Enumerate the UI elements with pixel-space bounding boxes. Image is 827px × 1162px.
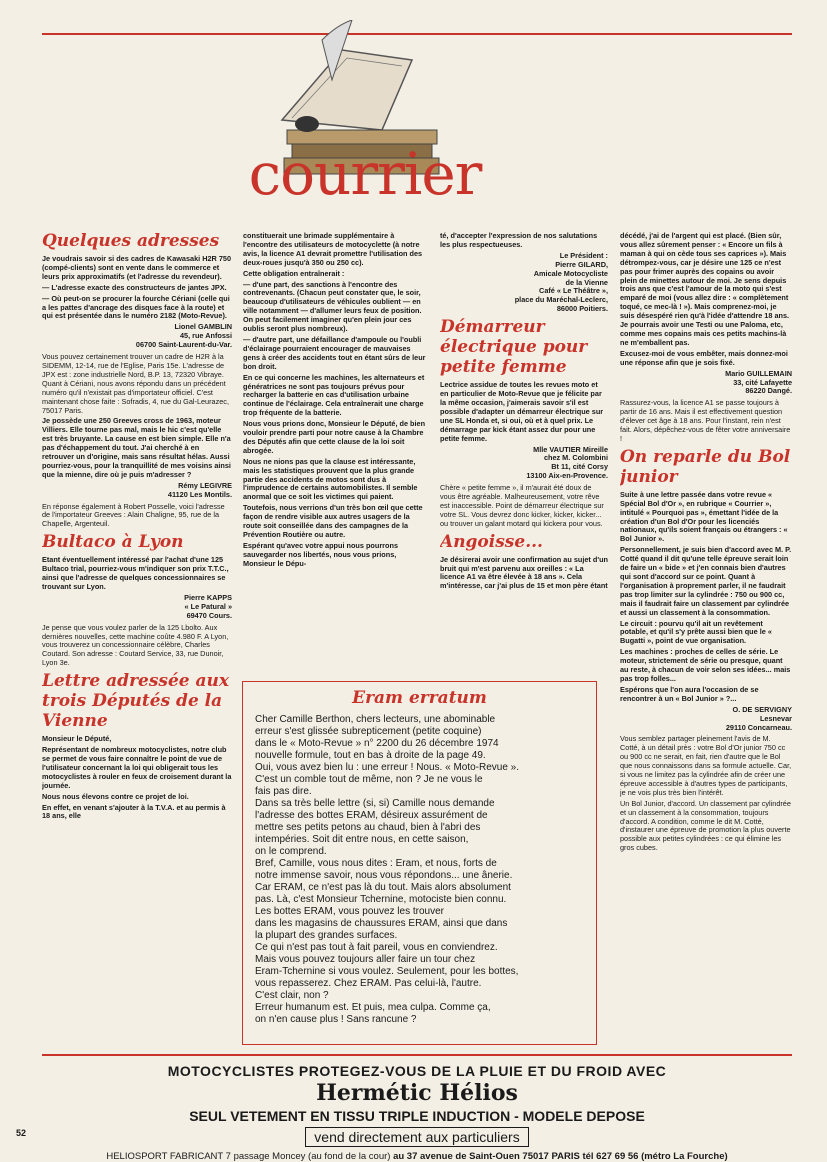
signature-line: 86000 Poitiers. [556,304,608,314]
letter-paragraph: Toutefois, nous verrions d'un très bon œil que cette façon de rendre visible aux autres usagers de la route soit conseillée dans des campagnes de la Prévention Routière ou autre. [243,503,423,539]
heading-quelques-adresses: Quelques adresses [42,231,220,251]
letter-paragraph: Je désirerai avoir une confirmation au sujet d'un bruit qui m'est parvenu aux oreilles : « La licence A1 va être élevée à 18 ans ». Cela m'intéresse, car j'ai plus de 15 et mon père étant [440,554,608,591]
heading-lettre-deputes: Lettre adressée aux trois Députés de la Vienne [42,671,230,732]
eram-line: Car ERAM, ce n'est pas là du tout. Mais alors absolument [255,882,511,893]
letter-paragraph: Je possède une 250 Greeves cross de 1963, moteur Villiers. Elle tourne pas mal, mais le hic c'est qu'elle est très bruyante. La cause en est bien simple. Elle n'a pas d'échappement du tout. J'ai cherché à en retrouver un d'origine, mais sans résultat hélas. Aussi pourriez-vous, pour la tranquillité de mes voisins ainsi que la mienne, dire où je puis m'adresser ? [42,416,231,479]
signature-line: place du Maréchal-Leclerc, [514,295,608,305]
column-1 [42,228,232,1053]
letter-paragraph: Cette obligation entraînerait : [243,268,345,278]
eram-line: C'est un comble tout de même, non ? Je ne vous le [255,774,483,785]
letter-paragraph: constituerait une brimade supplémentaire à l'encontre des utilisateurs de motocyclette (à notre avis, la licence A1 devrait promettre l'utilisation des deux-roues jusqu'à 350 ou 250 cc). [243,232,423,267]
letter-paragraph: Je voudrais savoir si des cadres de Kawasaki H2R 750 (compé-clients) sont en vente dans le commerce et leurs prix approximatifs (et l'adresse du revendeur). [42,254,232,281]
eram-line: C'est clair, non ? [255,990,329,1001]
eram-line: Dans sa très belle lettre (si, si) Camille nous demande [255,798,495,809]
column-4 [620,232,792,1052]
reply-paragraph: Rassurez-vous, la licence A1 se passe toujours à partir de 16 ans. Mais il est effectivement question d'élever cet âge à 18 ans. Pour l'instant, rein n'est fait. Alors, dépêchez-vous de fêter votre anniversaire ! [620,398,791,443]
signature-line: Lesnevar [759,713,792,723]
signature-line: Pierre GILARD, [555,259,608,269]
signature-line: de la Vienne [565,277,608,287]
signature-line: chez M. Colombini [543,453,608,463]
eram-line: notre immense savoir, nous vous répondons... une ânerie. [255,870,513,881]
signature-line: 29110 Concarneau. [725,722,792,732]
eram-line: Ce qui n'est pas tout à fait pareil, vous en conviendrez. [255,942,498,953]
ad-address-a: HELIOSPORT FABRICANT 7 passage Moncey (au fond de la cour) [106,1151,391,1162]
letter-paragraph: Nous vous prions donc, Monsieur le Député, de bien vouloir prendre parti pour notre cause à la Chambre des Députés afin que cette clause de la loi soit abrogée. [243,419,426,455]
ad-brand: Hermétic Hélios [316,1080,518,1106]
reply-paragraph: Un Bol Junior, d'accord. Un classement par cylindrée et un classement à la consommation, toujours d'accord. A condition, comme le dit M. Cotté, d'instaurer une épreuve de promotion la plus ouverte possible aux petites cylindrées : ce qui élimine les gros cubes. [620,798,791,853]
signature-line: Mario GUILLEMAIN [725,368,792,378]
eram-line: Les bottes ERAM, vous pouvez les trouver [255,906,444,917]
letter-paragraph: Lectrice assidue de toutes les revues moto et en particulier de Moto-Revue que je félicite par la même occasion, j'aimerais savoir s'il est possible d'adapter un démarreur électrique sur une SL Honda et, si oui, où et à quel prix. Le démarrage par kick étant assez dur pour une petite femme. [440,380,604,443]
column-2 [243,232,428,672]
signature-line: O. DE SERVIGNY [732,704,792,714]
letter-paragraph: — d'une part, des sanctions à l'encontre des contrevenants. (Chacun peut constater que, le soir, beaucoup d'utilisateurs de véhicules oublient — en ville notamment — d'allumer leurs feux de position. On peut facilement imaginer qu'en plein jour ces oublis seront plus nombreux). [243,279,422,334]
eram-line: Erreur humanum est. Et puis, mea culpa. Comme ça, [255,1002,491,1013]
signature-line: 13100 Aix-en-Provence. [526,471,608,481]
eram-line: dans le « Moto-Revue » n° 2200 du 26 décembre 1974 [255,738,499,749]
eram-line: mettre ses petits petons au chaud, bien à l'abri des [255,822,481,833]
signature-line: 86220 Dangé. [745,386,792,396]
eram-line: pas. Là, c'est Monsieur Tchernine, motociste bien connu. [255,894,507,905]
eram-line: Mais vous pouvez toujours aller faire un tour chez [255,954,476,965]
letter-paragraph: — Où peut-on se procurer la fourche Cériani (celle qui a les pattes d'ancrage des disques face à la route) et qui est présentée dans le numéro 2182 (Moto-Revue). [42,293,230,321]
heading-bultaco-lyon: Bultaco à Lyon [42,532,184,553]
eram-line: fais pas dire. [255,786,312,797]
reply-paragraph: Chère « petite femme », il m'aurait été doux de vous être agréable. Malheureusement, votre rêve est inaccessible. Point de démarreur électrique sur votre SL. Vous devrez donc kicker, kicker, kicker... ou trouver un galant motard qui kickera pour vous. [440,483,604,528]
signature-line: 06700 Saint-Laurent-du-Var. [135,340,232,350]
reply-paragraph: En réponse également à Robert Posselle, voici l'adresse de l'importateur Greeves : Alain Chaligne, 95, rue de la Chapelle, Argenteuil. [42,501,225,529]
reply-paragraph: Vous pouvez certainement trouver un cadre de H2R à la SIDEMM, 12-14, rue de l'Eglise, Paris 15e. L'adresse de JPX est : zone industrielle Nord, B.P. 13, 72320 Vibraye. Quant à Cériani, nous avons répondu dans un précédent numéro qu'il n'existait pas d'importateur officiel. C'est maintenant chose faite : Sofradis, 4, rue du Gal-Leurazec, 75017 Paris. [42,352,229,415]
letter-paragraph: Excusez-moi de vous embêter, mais donnez-moi une réponse afin que je sois fixé. [620,348,788,367]
signature-line: 69470 Cours. [186,610,232,620]
masthead-title: courrier [248,140,482,208]
eram-line: Eram-Tchernine si vous voulez. Seulement, pour les bottes, [255,966,519,977]
eram-line: vous repasserez. Chez ERAM. Pas celui-là, l'autre. [255,978,482,989]
signature-line: Le Président : [559,250,608,260]
eram-line: on n'en cause plus ! Sans rancune ? [255,1014,417,1025]
signature-line: 45, rue Anfossi [179,331,232,341]
letter-paragraph: Personnellement, je suis bien d'accord avec M. P. Cotté quand il dit qu'une telle épreuve serait loin de faire un « bide » et j'en connais bien d'autres qui sont d'accord sur ce point. Quant à l'organisation à proprement parler, il ne faudrait pas trop limiter sur la cylindrée : 750 ou 900 cc, mais il faudrait faire un classement par cylindrée et aussi un classement à la consommation. [620,545,792,617]
heading-angoisse: Angoisse... [440,531,543,552]
letter-paragraph: Représentant de nombreux motocyclistes, notre club se permet de vous faire connaître le point de vue de l'utilisateur concernant la loi qui obligerait tous les motocyclistes à rouler en feux de croisement durant la journée. [42,745,232,790]
ad-address [42,1151,792,1162]
ad-headline: MOTOCYCLISTES PROTEGEZ-VOUS DE LA PLUIE ET DU FROID AVEC [167,1063,667,1079]
eram-title: Eram erratum [352,688,487,708]
eram-line: dans les magasins de chaussures ERAM, ainsi que dans [255,918,508,929]
signature-line: Mlle VAUTIER Mireille [533,444,608,454]
eram-line: intempéries. Soit dit entre nous, en cette saison, [255,834,469,845]
eram-line: la plupart des grandes surfaces. [255,930,398,941]
letter-paragraph: Suite à une lettre passée dans votre revue « Spécial Bol d'Or », en rubrique « Courrier », intitulé « Pourquoi pas », émettant l'idée de la création d'un Bol d'Or pour les licenciés nationaux, qu'ils soient français ou étrangers : « Bol Junior ». [620,489,788,544]
eram-erratum-box [242,681,597,1045]
letter-paragraph: En ce qui concerne les machines, les alternateurs et génératrices ne sont pas toujours prévus pour recharger la batterie en cas d'utilisation urbaine continue de l'éclairage. Cela entraînerait une charge trop fréquente de la batterie. [243,372,425,418]
letter-paragraph: Espérons que l'on aura l'occasion de se rencontrer à un « Bol Junior » ?... [620,684,759,703]
letter-paragraph: En effet, en venant s'ajouter à la T.V.A. et au permis à 18 ans, elle [42,802,226,821]
ad-address-b: au 37 avenue de Saint-Ouen 75017 PARIS tél 627 69 56 (métro La Fourche) [393,1151,728,1162]
eram-line: on le comprend. [255,846,327,857]
letter-paragraph: Nous ne nions pas que la clause est intéressante, mais les statistiques prouvent que la plus grande partie des accidents de motos sont dus à l'imprudence de certains automobilistes. Il semble anormal que ce soit les victimes qui paient. [243,456,418,502]
eram-line: Bref, Camille, vous nous dites : Eram, et nous, forts de [255,858,497,869]
advertisement [42,1054,792,1162]
signature-line: Amicale Motocycliste [533,268,608,278]
eram-line: erreur s'est glissée subrepticement (petite coquine) [255,726,482,737]
eram-text [243,714,596,1026]
reply-paragraph: Je pense que vous voulez parler de la 125 Lbolto. Aux dernières nouvelles, cette machine coûte 4.980 F. A Lyon, vous trouverez un concessionnaire célèbre, Charles Coutard. Son adresse : Coutard Service, 33, rue Dunoir, Lyon 3e. [42,622,229,668]
signature-line: Bt 11, cité Corsy [551,462,608,472]
letter-paragraph: — L'adresse exacte des constructeurs de jantes JPX. [42,282,227,292]
heading-bol-junior: On reparle du Bol junior [620,446,791,487]
letter-paragraph: Espérant qu'avec votre appui nous pourrons sauvegarder nos libertés, nous vous prions, Monsieur le Dépu- [243,540,398,568]
signature-line: Café « Le Théâtre », [539,286,608,296]
eram-line: l'adresse des bottes ERAM, désireux assurément de [255,810,488,821]
signature-line: Lionel GAMBLIN [174,322,232,332]
page-number: 52 [16,1128,27,1138]
signature-line: 33, cité Lafayette [733,377,792,387]
letter-paragraph: Nous nous élevons contre ce projet de loi. [42,791,189,801]
letter-paragraph: Monsieur le Député, [42,734,112,744]
signature-line: Rémy LEGIVRE [178,480,232,490]
eram-line: nouvelle formule, tout en bas à droite de la page 49. [255,750,486,761]
ad-tagline: SEUL VETEMENT EN TISSU TRIPLE INDUCTION - MODELE DEPOSE [189,1108,645,1124]
eram-line: Oui, vous avez bien lu : une erreur ! Nous. « Moto-Revue ». [255,762,520,773]
reply-paragraph: Vous semblez partager pleinement l'avis de M. Cotté, à un détail près : votre Bol d'Or junior 750 cc ou 900 cc ne serait, en fait, rien d'autre que le Bol que nous connaissons dans sa formule actuelle. Car, si vous ne limitez pas la cylindrée afin de créer une épreuve accessible à d'autres types de participants, je ne vois plus très bien l'intérêt. [620,734,792,797]
letter-paragraph: Le circuit : pourvu qu'il ait un revêtement potable, et qu'il s'y prête aussi bien que le « Bugatti », point de vue organisation. [620,618,772,646]
signature-line: 41120 Les Montils. [167,489,232,499]
letter-paragraph: té, d'accepter l'expression de nos salutations les plus respectueuses. [440,232,598,249]
signature-line: Pierre KAPPS [184,592,232,602]
letter-paragraph: — d'autre part, une défaillance d'ampoule ou l'oubli d'éclairage pourraient encourager de mauvaises gens à créer des accidents tout en étant sûrs de leur bon droit. [243,334,426,371]
letter-paragraph: Etant éventuellement intéressé par l'achat d'une 125 Bultaco trial, pourriez-vous m'indiquer son prix T.T.C., ainsi que l'adresse de quelques concessionnaires se trouvant sur Lyon. [42,555,229,591]
column-3 [440,232,608,672]
eram-line: Cher Camille Berthon, chers lecteurs, une abominable [255,714,496,725]
ad-direct-sale: vend directement aux particuliers [305,1127,528,1147]
heading-demarreur: Démarreur électrique pour petite femme [440,317,588,378]
letter-paragraph: décédé, j'ai de l'argent qui est placé. (Bien sûr, vous allez sûrement penser : « Encore un fils à maman à qui on cède tous ses caprices »). Mais détrompez-vous, car je désire une 125 ce n'est pas pour frimer auprès des copains ou avoir plein de minettes autour de moi. Je sens depuis trois ans que c'est l'amour de la moto qui s'est emparé de moi (vous allez dire : « complètement toqué, ce mec-là ! »). Mais comprenez-moi, je suis désespéré rien qu'à l'idée d'attendre 18 ans. Je pourrais avoir une Testi ou une Paloma, etc, comme mes copains mais ces petits machins-là ne m'emballent pas. [620,232,790,347]
signature-line: « Le Patural » [184,601,232,611]
letter-paragraph: Les machines : proches de celles de série. Le moteur, strictement de série ou presque, quant au reste, à chacun de voir selon ses idées... mais pas trop folles... [620,647,791,683]
